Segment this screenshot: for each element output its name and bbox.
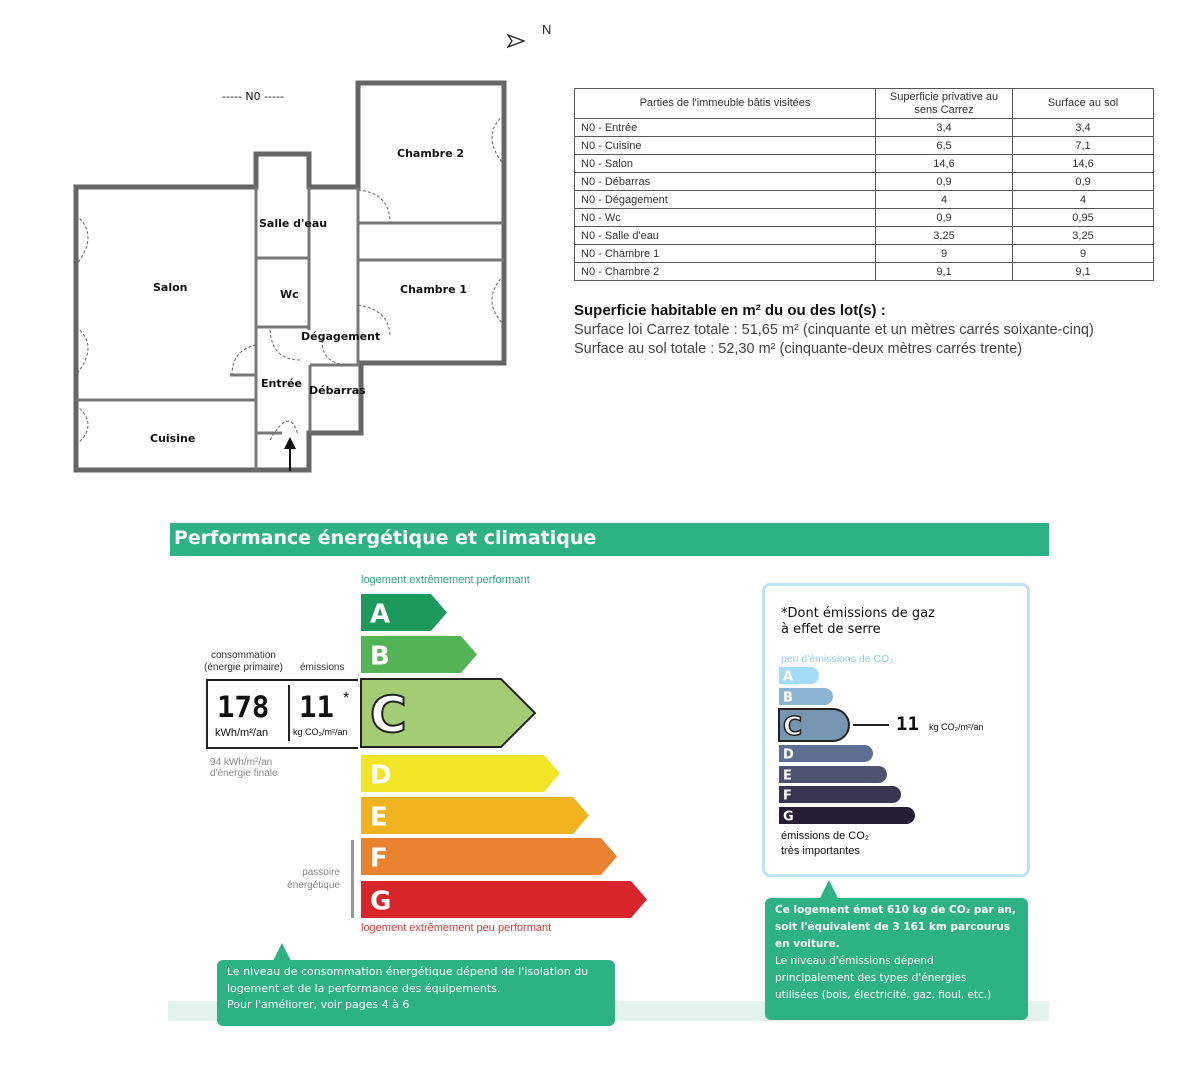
energy-class-letter-a: A — [370, 599, 391, 630]
emissions-label: émissions — [300, 662, 345, 673]
surface-cell-sol: 0,95 — [1013, 209, 1154, 227]
emissions-star: * — [343, 690, 350, 707]
surface-cell-sol: 9 — [1013, 245, 1154, 263]
room-label-degagement: Dégagement — [301, 330, 381, 343]
final-energy-line2: d'énergie finale — [210, 768, 278, 779]
surface-cell-sol: 7,1 — [1013, 137, 1154, 155]
consumption-unit: kWh/m²/an — [215, 727, 269, 739]
surface-cell-carrez: 3,25 — [876, 227, 1013, 245]
room-label-salon: Salon — [153, 281, 188, 294]
ges-class-letter-f: F — [783, 788, 792, 804]
emissions-unit: kg CO₂/m²/an — [293, 727, 348, 737]
energy-class-letter-b: B — [370, 641, 390, 672]
passoire-line1: passoire — [302, 867, 340, 878]
surface-cell-sol: 0,9 — [1013, 173, 1154, 191]
surface-cell-carrez: 3,4 — [876, 119, 1013, 137]
surface-cell-sol: 4 — [1013, 191, 1154, 209]
surface-cell-room: N0 - Chambre 1 — [575, 245, 876, 263]
surface-cell-carrez: 9,1 — [876, 263, 1013, 281]
ges-unit: kg CO₂/m²/an — [929, 722, 984, 732]
room-label-debarras: Débarras — [309, 384, 366, 397]
energy-class-letter-g: G — [370, 886, 392, 917]
ges-class-letter-e: E — [783, 768, 792, 784]
surface-cell-sol: 9,1 — [1013, 263, 1154, 281]
room-label-salle-deau: Salle d'eau — [259, 217, 328, 230]
final-energy-line1: 94 kWh/m²/an — [210, 757, 273, 768]
carrez-total: Surface loi Carrez totale : 51,65 m² (cinquante et un mètres carrés soixante-cinq) — [574, 322, 1094, 338]
surface-cell-room: N0 - Cuisine — [575, 137, 876, 155]
surface-cell-sol: 3,25 — [1013, 227, 1154, 245]
surface-cell-carrez: 0,9 — [876, 209, 1013, 227]
sol-total: Surface au sol totale : 52,30 m² (cinquante-deux mètres carrés trente) — [574, 341, 1023, 357]
ges-note — [765, 898, 1028, 1020]
room-label-chambre2: Chambre 2 — [397, 147, 465, 160]
perf-bottom-label: logement extrêmement peu performant — [361, 922, 552, 934]
surface-cell-room: N0 - Salon — [575, 155, 876, 173]
passoire-line2: énergétique — [287, 880, 340, 891]
consumption-value: 178 — [217, 690, 270, 724]
room-label-wc: Wc — [280, 288, 299, 301]
energy-class-letter-f: F — [370, 843, 388, 874]
level-label: ----- N0 ----- — [222, 90, 284, 103]
surface-cell-carrez: 4 — [876, 191, 1013, 209]
north-label: N — [542, 22, 552, 37]
ges-class-bar-f — [779, 786, 901, 803]
emissions-value: 11 — [299, 690, 334, 724]
ges-high-line2: très importantes — [781, 845, 860, 857]
energy-note-line3: Pour l'améliorer, voir pages 4 à 6 — [227, 998, 410, 1011]
ges-class-letter-a: A — [783, 669, 794, 685]
surface-cell-room: N0 - Entrée — [575, 119, 876, 137]
ges-class-letter-c: C — [783, 712, 803, 742]
room-label-chambre1: Chambre 1 — [400, 283, 468, 296]
surface-cell-carrez: 6,5 — [876, 137, 1013, 155]
surface-cell-carrez: 0,9 — [876, 173, 1013, 191]
note-right-pointer — [819, 880, 839, 898]
surface-cell-room: N0 - Débarras — [575, 173, 876, 191]
ges-low-label: peu d'émissions de CO₂ — [781, 653, 894, 665]
ges-note-line4: Le niveau d'émissions dépend — [775, 955, 934, 967]
ges-note-line3: en voiture. — [775, 938, 840, 950]
header-sol: Surface au sol — [1013, 89, 1154, 119]
ges-note-line1: Ce logement émet 610 kg de CO₂ par an, — [775, 904, 1016, 916]
ges-note-line6: utilisées (bois, électricité, gaz, fioul, etc.) — [775, 989, 992, 1001]
energy-class-letter-e: E — [370, 802, 388, 833]
energy-class-letter-d: D — [370, 760, 392, 791]
ges-class-bar-e — [779, 766, 887, 783]
ges-title-line1: *Dont émissions de gaz — [781, 606, 935, 621]
surface-cell-room: N0 - Wc — [575, 209, 876, 227]
surface-cell-room: N0 - Chambre 2 — [575, 263, 876, 281]
consumption-label-line2: (énergie primaire) — [204, 662, 283, 673]
header-carrez: Superficie privative au sens Carrez — [876, 89, 1013, 119]
dpe-title: Performance énergétique et climatique — [174, 527, 597, 549]
perf-top-label: logement extrêmement performant — [361, 574, 530, 586]
surface-cell-carrez: 14,6 — [876, 155, 1013, 173]
consumption-label-line1: consommation — [210, 650, 276, 661]
energy-note-line1: Le niveau de consommation énergétique dépend de l'isolation du — [227, 965, 589, 978]
ges-class-letter-d: D — [783, 747, 794, 763]
surface-cell-carrez: 9 — [876, 245, 1013, 263]
header-parties: Parties de l'immeuble bâtis visitées — [575, 89, 876, 119]
surface-cell-room: N0 - Dégagement — [575, 191, 876, 209]
surface-cell-sol: 3,4 — [1013, 119, 1154, 137]
energy-class-letter-c: C — [370, 686, 407, 744]
surface-cell-sol: 14,6 — [1013, 155, 1154, 173]
ges-class-letter-g: G — [783, 809, 794, 825]
ges-title-line2: à effet de serre — [781, 622, 881, 637]
room-label-entree: Entrée — [261, 377, 302, 390]
surface-cell-room: N0 - Salle d'eau — [575, 227, 876, 245]
energy-note-line2: logement et de la performance des équipements. — [227, 981, 501, 995]
ges-class-letter-b: B — [783, 690, 793, 706]
ges-high-line1: émissions de CO₂ — [781, 830, 870, 842]
ges-class-bar-g — [779, 807, 915, 824]
room-label-cuisine: Cuisine — [150, 432, 196, 445]
ges-note-line5: principalement des types d'énergies — [775, 972, 967, 984]
ges-note-line2: soit l'équivalent de 3 161 km parcourus — [775, 921, 1011, 933]
ges-value: 11 — [896, 713, 919, 735]
surface-summary-title: Superficie habitable en m² du ou des lot(s) : — [574, 302, 886, 319]
